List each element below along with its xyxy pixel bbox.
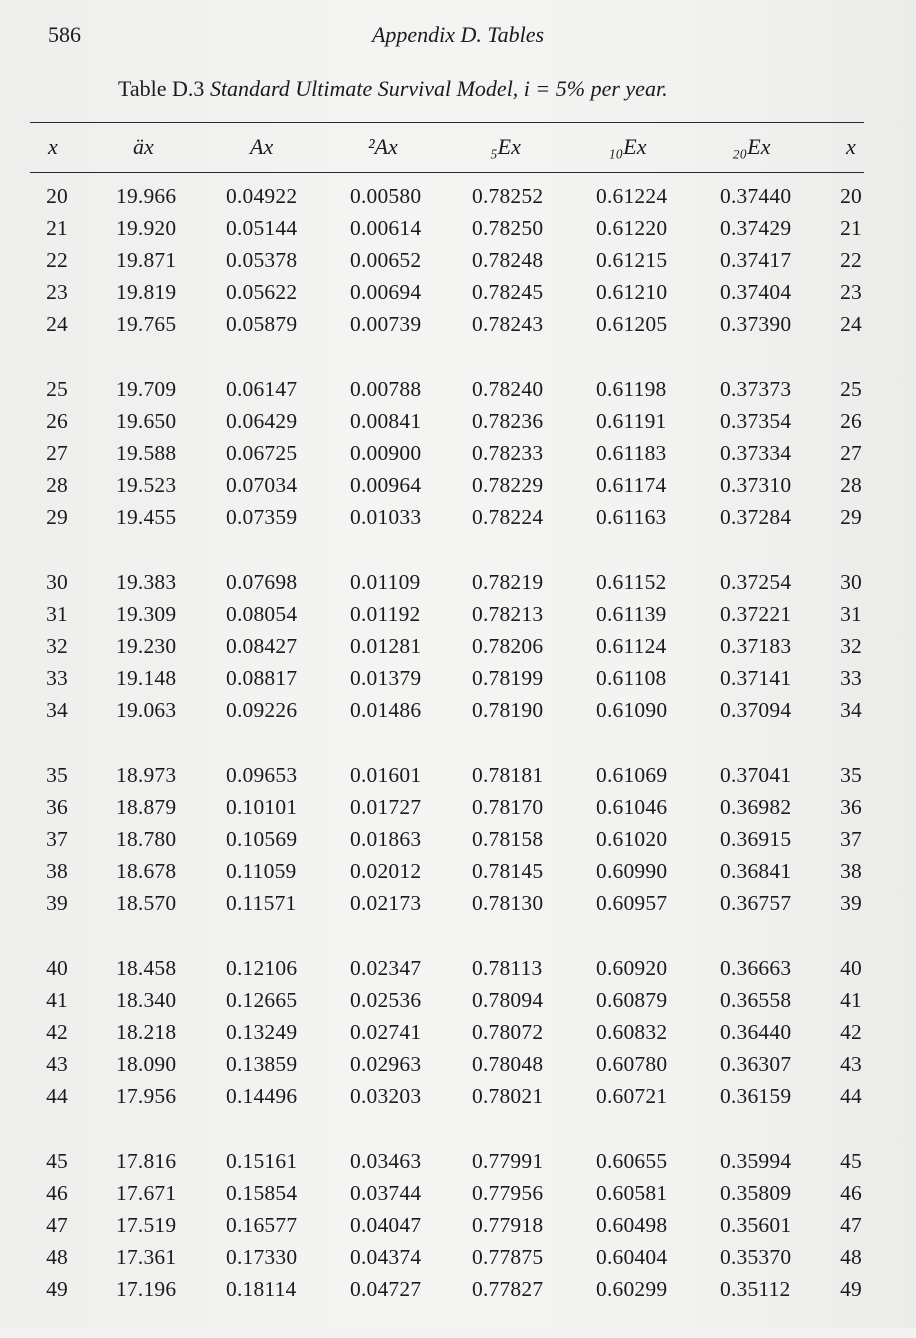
cell-second-moment: 0.02012 bbox=[350, 859, 422, 883]
cell-insurance: 0.06147 bbox=[226, 377, 298, 401]
table-row bbox=[0, 437, 916, 469]
cell-annuity: 17.956 bbox=[116, 1084, 177, 1108]
cell-insurance: 0.06725 bbox=[226, 441, 298, 465]
table-row bbox=[0, 1273, 916, 1305]
cell-age: 41 bbox=[46, 988, 68, 1012]
cell-second-moment: 0.02741 bbox=[350, 1020, 422, 1044]
cell-age: 49 bbox=[46, 1277, 68, 1301]
cell-insurance: 0.08054 bbox=[226, 602, 298, 626]
cell-annuity: 18.458 bbox=[116, 956, 177, 980]
cell-pure-endowment-5: 0.77827 bbox=[472, 1277, 544, 1301]
cell-pure-endowment-5: 0.77956 bbox=[472, 1181, 544, 1205]
cell-annuity: 18.090 bbox=[116, 1052, 177, 1076]
top-rule bbox=[30, 122, 864, 123]
table-row bbox=[0, 566, 916, 598]
cell-insurance: 0.09653 bbox=[226, 763, 298, 787]
cell-second-moment: 0.00739 bbox=[350, 312, 422, 336]
cell-age-right: 34 bbox=[840, 698, 862, 722]
table-row bbox=[0, 405, 916, 437]
header-x-right: x bbox=[846, 134, 856, 159]
cell-pure-endowment-10: 0.61183 bbox=[596, 441, 667, 465]
cell-insurance: 0.05879 bbox=[226, 312, 298, 336]
cell-annuity: 19.966 bbox=[116, 184, 177, 208]
cell-second-moment: 0.00900 bbox=[350, 441, 422, 465]
cell-pure-endowment-10: 0.61069 bbox=[596, 763, 668, 787]
cell-age-right: 25 bbox=[840, 377, 862, 401]
cell-pure-endowment-20: 0.36440 bbox=[720, 1020, 792, 1044]
row-group bbox=[0, 373, 916, 533]
cell-annuity: 18.218 bbox=[116, 1020, 177, 1044]
cell-insurance: 0.15161 bbox=[226, 1149, 298, 1173]
cell-age: 35 bbox=[46, 763, 68, 787]
cell-pure-endowment-5: 0.77875 bbox=[472, 1245, 544, 1269]
cell-pure-endowment-5: 0.78224 bbox=[472, 505, 544, 529]
table-label: Table D.3 bbox=[118, 76, 205, 101]
cell-insurance: 0.15854 bbox=[226, 1181, 298, 1205]
cell-second-moment: 0.00580 bbox=[350, 184, 422, 208]
cell-second-moment: 0.01379 bbox=[350, 666, 422, 690]
cell-pure-endowment-5: 0.78190 bbox=[472, 698, 544, 722]
cell-pure-endowment-5: 0.78248 bbox=[472, 248, 544, 272]
cell-pure-endowment-10: 0.60879 bbox=[596, 988, 668, 1012]
table-row bbox=[0, 1080, 916, 1112]
cell-insurance: 0.14496 bbox=[226, 1084, 298, 1108]
cell-annuity: 17.671 bbox=[116, 1181, 177, 1205]
cell-pure-endowment-5: 0.78181 bbox=[472, 763, 544, 787]
cell-second-moment: 0.04047 bbox=[350, 1213, 422, 1237]
table-row bbox=[0, 308, 916, 340]
cell-second-moment: 0.02963 bbox=[350, 1052, 422, 1076]
cell-pure-endowment-10: 0.61020 bbox=[596, 827, 668, 851]
cell-age: 39 bbox=[46, 891, 68, 915]
cell-age: 24 bbox=[46, 312, 68, 336]
cell-age-right: 30 bbox=[840, 570, 862, 594]
cell-age: 23 bbox=[46, 280, 68, 304]
cell-insurance: 0.10569 bbox=[226, 827, 298, 851]
cell-age-right: 45 bbox=[840, 1149, 862, 1173]
table-row bbox=[0, 984, 916, 1016]
cell-annuity: 19.920 bbox=[116, 216, 177, 240]
cell-annuity: 17.196 bbox=[116, 1277, 177, 1301]
page-number: 586 bbox=[48, 22, 81, 47]
cell-pure-endowment-10: 0.61090 bbox=[596, 698, 668, 722]
cell-age-right: 36 bbox=[840, 795, 862, 819]
cell-pure-endowment-5: 0.78252 bbox=[472, 184, 544, 208]
table-row bbox=[0, 212, 916, 244]
cell-age: 36 bbox=[46, 795, 68, 819]
table-body bbox=[0, 180, 916, 1338]
cell-pure-endowment-10: 0.61224 bbox=[596, 184, 668, 208]
cell-pure-endowment-10: 0.61152 bbox=[596, 570, 667, 594]
cell-pure-endowment-10: 0.61191 bbox=[596, 409, 667, 433]
cell-annuity: 19.148 bbox=[116, 666, 177, 690]
cell-insurance: 0.05622 bbox=[226, 280, 298, 304]
cell-pure-endowment-5: 0.78213 bbox=[472, 602, 544, 626]
cell-pure-endowment-10: 0.61139 bbox=[596, 602, 667, 626]
cell-annuity: 17.816 bbox=[116, 1149, 177, 1173]
cell-pure-endowment-20: 0.35112 bbox=[720, 1277, 791, 1301]
cell-pure-endowment-20: 0.37284 bbox=[720, 505, 792, 529]
cell-age-right: 41 bbox=[840, 988, 862, 1012]
table-row bbox=[0, 887, 916, 919]
table-row bbox=[0, 1145, 916, 1177]
cell-second-moment: 0.03463 bbox=[350, 1149, 422, 1173]
cell-pure-endowment-20: 0.36558 bbox=[720, 988, 792, 1012]
cell-annuity: 19.383 bbox=[116, 570, 177, 594]
cell-age-right: 26 bbox=[840, 409, 862, 433]
cell-second-moment: 0.02173 bbox=[350, 891, 422, 915]
table-row bbox=[0, 469, 916, 501]
cell-second-moment: 0.00694 bbox=[350, 280, 422, 304]
cell-age-right: 29 bbox=[840, 505, 862, 529]
row-group bbox=[0, 1145, 916, 1305]
cell-second-moment: 0.01109 bbox=[350, 570, 421, 594]
cell-second-moment: 0.01727 bbox=[350, 795, 422, 819]
header-annuity: äx bbox=[133, 134, 154, 159]
cell-second-moment: 0.00652 bbox=[350, 248, 422, 272]
cell-insurance: 0.10101 bbox=[226, 795, 298, 819]
cell-age-right: 24 bbox=[840, 312, 862, 336]
cell-pure-endowment-20: 0.37221 bbox=[720, 602, 792, 626]
cell-pure-endowment-5: 0.78236 bbox=[472, 409, 544, 433]
table-row bbox=[0, 1048, 916, 1080]
cell-second-moment: 0.00788 bbox=[350, 377, 422, 401]
cell-age: 45 bbox=[46, 1149, 68, 1173]
table-row bbox=[0, 823, 916, 855]
cell-annuity: 19.871 bbox=[116, 248, 177, 272]
cell-age: 31 bbox=[46, 602, 68, 626]
cell-pure-endowment-20: 0.35809 bbox=[720, 1181, 792, 1205]
row-group bbox=[0, 952, 916, 1112]
cell-age: 32 bbox=[46, 634, 68, 658]
cell-insurance: 0.04922 bbox=[226, 184, 298, 208]
table-row bbox=[0, 630, 916, 662]
cell-pure-endowment-20: 0.36841 bbox=[720, 859, 792, 883]
cell-second-moment: 0.04374 bbox=[350, 1245, 422, 1269]
table-row bbox=[0, 276, 916, 308]
cell-age: 38 bbox=[46, 859, 68, 883]
cell-pure-endowment-5: 0.78243 bbox=[472, 312, 544, 336]
header-A: Ax bbox=[250, 134, 274, 159]
cell-pure-endowment-20: 0.37041 bbox=[720, 763, 792, 787]
cell-pure-endowment-20: 0.36159 bbox=[720, 1084, 792, 1108]
cell-annuity: 18.340 bbox=[116, 988, 177, 1012]
cell-pure-endowment-5: 0.78206 bbox=[472, 634, 544, 658]
cell-age: 37 bbox=[46, 827, 68, 851]
table-row bbox=[0, 1209, 916, 1241]
cell-pure-endowment-5: 0.78130 bbox=[472, 891, 544, 915]
cell-annuity: 19.765 bbox=[116, 312, 177, 336]
cell-pure-endowment-5: 0.78021 bbox=[472, 1084, 544, 1108]
cell-age: 21 bbox=[46, 216, 68, 240]
cell-second-moment: 0.02536 bbox=[350, 988, 422, 1012]
cell-pure-endowment-20: 0.35994 bbox=[720, 1149, 792, 1173]
cell-pure-endowment-5: 0.78229 bbox=[472, 473, 544, 497]
cell-age-right: 28 bbox=[840, 473, 862, 497]
cell-pure-endowment-20: 0.37429 bbox=[720, 216, 792, 240]
cell-age: 47 bbox=[46, 1213, 68, 1237]
cell-pure-endowment-20: 0.37310 bbox=[720, 473, 792, 497]
cell-pure-endowment-5: 0.78170 bbox=[472, 795, 544, 819]
cell-pure-endowment-10: 0.61198 bbox=[596, 377, 667, 401]
cell-pure-endowment-20: 0.37373 bbox=[720, 377, 792, 401]
cell-age: 33 bbox=[46, 666, 68, 690]
cell-pure-endowment-20: 0.37334 bbox=[720, 441, 792, 465]
cell-pure-endowment-20: 0.36982 bbox=[720, 795, 792, 819]
cell-insurance: 0.11059 bbox=[226, 859, 297, 883]
cell-pure-endowment-10: 0.60780 bbox=[596, 1052, 668, 1076]
cell-pure-endowment-10: 0.61205 bbox=[596, 312, 668, 336]
cell-age-right: 32 bbox=[840, 634, 862, 658]
cell-age: 26 bbox=[46, 409, 68, 433]
cell-age-right: 37 bbox=[840, 827, 862, 851]
cell-insurance: 0.12665 bbox=[226, 988, 298, 1012]
cell-annuity: 19.523 bbox=[116, 473, 177, 497]
cell-second-moment: 0.04727 bbox=[350, 1277, 422, 1301]
cell-pure-endowment-5: 0.77991 bbox=[472, 1149, 544, 1173]
table-row bbox=[0, 952, 916, 984]
cell-insurance: 0.11571 bbox=[226, 891, 297, 915]
cell-pure-endowment-5: 0.78048 bbox=[472, 1052, 544, 1076]
cell-age-right: 49 bbox=[840, 1277, 862, 1301]
cell-age-right: 31 bbox=[840, 602, 862, 626]
cell-age-right: 38 bbox=[840, 859, 862, 883]
cell-annuity: 19.819 bbox=[116, 280, 177, 304]
cell-insurance: 0.09226 bbox=[226, 698, 298, 722]
cell-second-moment: 0.00614 bbox=[350, 216, 422, 240]
table-title: Standard Ultimate Survival Model, i = 5% per year. bbox=[209, 76, 668, 101]
header-x: x bbox=[48, 134, 58, 159]
cell-pure-endowment-5: 0.78158 bbox=[472, 827, 544, 851]
cell-insurance: 0.18114 bbox=[226, 1277, 297, 1301]
cell-age: 20 bbox=[46, 184, 68, 208]
cell-pure-endowment-5: 0.78245 bbox=[472, 280, 544, 304]
cell-insurance: 0.16577 bbox=[226, 1213, 298, 1237]
table-row bbox=[0, 791, 916, 823]
cell-pure-endowment-5: 0.78113 bbox=[472, 956, 543, 980]
cell-pure-endowment-20: 0.37183 bbox=[720, 634, 792, 658]
header-E5: ₅Ex bbox=[490, 134, 521, 159]
cell-insurance: 0.06429 bbox=[226, 409, 298, 433]
cell-pure-endowment-20: 0.35370 bbox=[720, 1245, 792, 1269]
cell-age-right: 27 bbox=[840, 441, 862, 465]
table-row bbox=[0, 180, 916, 212]
running-head: Appendix D. Tables bbox=[371, 22, 545, 47]
cell-age: 28 bbox=[46, 473, 68, 497]
cell-pure-endowment-5: 0.78240 bbox=[472, 377, 544, 401]
cell-age: 30 bbox=[46, 570, 68, 594]
cell-pure-endowment-5: 0.78250 bbox=[472, 216, 544, 240]
cell-age: 29 bbox=[46, 505, 68, 529]
cell-age-right: 48 bbox=[840, 1245, 862, 1269]
cell-pure-endowment-10: 0.60957 bbox=[596, 891, 668, 915]
cell-annuity: 18.570 bbox=[116, 891, 177, 915]
table-row bbox=[0, 373, 916, 405]
cell-age-right: 42 bbox=[840, 1020, 862, 1044]
table-row bbox=[0, 1016, 916, 1048]
cell-second-moment: 0.02347 bbox=[350, 956, 422, 980]
table-row bbox=[0, 662, 916, 694]
cell-pure-endowment-20: 0.37354 bbox=[720, 409, 792, 433]
cell-age-right: 21 bbox=[840, 216, 862, 240]
cell-pure-endowment-10: 0.60498 bbox=[596, 1213, 668, 1237]
cell-second-moment: 0.01486 bbox=[350, 698, 422, 722]
cell-age-right: 47 bbox=[840, 1213, 862, 1237]
cell-second-moment: 0.01281 bbox=[350, 634, 422, 658]
cell-age: 25 bbox=[46, 377, 68, 401]
table-row bbox=[0, 855, 916, 887]
cell-pure-endowment-20: 0.37404 bbox=[720, 280, 792, 304]
cell-age: 22 bbox=[46, 248, 68, 272]
cell-pure-endowment-5: 0.78233 bbox=[472, 441, 544, 465]
cell-annuity: 18.780 bbox=[116, 827, 177, 851]
cell-pure-endowment-10: 0.60404 bbox=[596, 1245, 668, 1269]
cell-age: 44 bbox=[46, 1084, 68, 1108]
cell-age-right: 33 bbox=[840, 666, 862, 690]
cell-annuity: 19.650 bbox=[116, 409, 177, 433]
cell-pure-endowment-10: 0.60832 bbox=[596, 1020, 668, 1044]
cell-age-right: 46 bbox=[840, 1181, 862, 1205]
cell-age: 27 bbox=[46, 441, 68, 465]
cell-second-moment: 0.01033 bbox=[350, 505, 422, 529]
cell-pure-endowment-10: 0.60655 bbox=[596, 1149, 668, 1173]
cell-pure-endowment-5: 0.78094 bbox=[472, 988, 544, 1012]
cell-age-right: 44 bbox=[840, 1084, 862, 1108]
cell-pure-endowment-10: 0.61174 bbox=[596, 473, 667, 497]
cell-annuity: 19.588 bbox=[116, 441, 177, 465]
cell-pure-endowment-20: 0.36663 bbox=[720, 956, 792, 980]
cell-pure-endowment-20: 0.37440 bbox=[720, 184, 792, 208]
cell-pure-endowment-10: 0.60581 bbox=[596, 1181, 668, 1205]
row-group bbox=[0, 180, 916, 340]
cell-pure-endowment-10: 0.61163 bbox=[596, 505, 667, 529]
cell-second-moment: 0.00841 bbox=[350, 409, 422, 433]
cell-pure-endowment-10: 0.61108 bbox=[596, 666, 667, 690]
cell-annuity: 18.678 bbox=[116, 859, 177, 883]
cell-age-right: 20 bbox=[840, 184, 862, 208]
cell-pure-endowment-10: 0.61215 bbox=[596, 248, 668, 272]
cell-insurance: 0.12106 bbox=[226, 956, 298, 980]
cell-annuity: 18.879 bbox=[116, 795, 177, 819]
cell-age: 40 bbox=[46, 956, 68, 980]
cell-annuity: 19.230 bbox=[116, 634, 177, 658]
cell-age-right: 35 bbox=[840, 763, 862, 787]
cell-pure-endowment-10: 0.61220 bbox=[596, 216, 668, 240]
cell-insurance: 0.08817 bbox=[226, 666, 298, 690]
cell-pure-endowment-20: 0.37254 bbox=[720, 570, 792, 594]
cell-age-right: 22 bbox=[840, 248, 862, 272]
row-group bbox=[0, 566, 916, 726]
cell-age: 34 bbox=[46, 698, 68, 722]
cell-pure-endowment-10: 0.61124 bbox=[596, 634, 667, 658]
cell-insurance: 0.13249 bbox=[226, 1020, 298, 1044]
cell-pure-endowment-5: 0.78219 bbox=[472, 570, 544, 594]
cell-age: 43 bbox=[46, 1052, 68, 1076]
header-E10: ₁₀Ex bbox=[608, 134, 647, 159]
cell-pure-endowment-5: 0.78199 bbox=[472, 666, 544, 690]
cell-pure-endowment-5: 0.77918 bbox=[472, 1213, 544, 1237]
cell-annuity: 19.709 bbox=[116, 377, 177, 401]
cell-pure-endowment-10: 0.60299 bbox=[596, 1277, 668, 1301]
cell-second-moment: 0.01863 bbox=[350, 827, 422, 851]
cell-insurance: 0.13859 bbox=[226, 1052, 298, 1076]
table-row bbox=[0, 1177, 916, 1209]
table-row bbox=[0, 501, 916, 533]
cell-insurance: 0.07698 bbox=[226, 570, 298, 594]
cell-age: 42 bbox=[46, 1020, 68, 1044]
row-group bbox=[0, 759, 916, 919]
cell-pure-endowment-5: 0.78145 bbox=[472, 859, 544, 883]
header-E20: ₂₀Ex bbox=[732, 134, 771, 159]
cell-annuity: 18.973 bbox=[116, 763, 177, 787]
cell-second-moment: 0.03203 bbox=[350, 1084, 422, 1108]
cell-pure-endowment-10: 0.60721 bbox=[596, 1084, 668, 1108]
cell-annuity: 19.063 bbox=[116, 698, 177, 722]
cell-pure-endowment-10: 0.60990 bbox=[596, 859, 668, 883]
cell-insurance: 0.05378 bbox=[226, 248, 298, 272]
cell-insurance: 0.05144 bbox=[226, 216, 298, 240]
cell-pure-endowment-20: 0.37094 bbox=[720, 698, 792, 722]
cell-age-right: 40 bbox=[840, 956, 862, 980]
cell-annuity: 19.309 bbox=[116, 602, 177, 626]
table-row bbox=[0, 694, 916, 726]
cell-age-right: 23 bbox=[840, 280, 862, 304]
table-row bbox=[0, 598, 916, 630]
cell-pure-endowment-20: 0.37390 bbox=[720, 312, 792, 336]
cell-age-right: 39 bbox=[840, 891, 862, 915]
table-row bbox=[0, 759, 916, 791]
cell-second-moment: 0.03744 bbox=[350, 1181, 422, 1205]
cell-pure-endowment-20: 0.36757 bbox=[720, 891, 792, 915]
cell-pure-endowment-20: 0.36307 bbox=[720, 1052, 792, 1076]
cell-insurance: 0.17330 bbox=[226, 1245, 298, 1269]
header-rule bbox=[30, 172, 864, 173]
table-row bbox=[0, 244, 916, 276]
table-caption bbox=[118, 76, 668, 102]
cell-pure-endowment-20: 0.37141 bbox=[720, 666, 792, 690]
cell-insurance: 0.07359 bbox=[226, 505, 298, 529]
cell-age-right: 43 bbox=[840, 1052, 862, 1076]
table-row bbox=[0, 1241, 916, 1273]
cell-pure-endowment-5: 0.78072 bbox=[472, 1020, 544, 1044]
cell-second-moment: 0.01601 bbox=[350, 763, 422, 787]
cell-age: 46 bbox=[46, 1181, 68, 1205]
header-A2: ²Ax bbox=[368, 134, 398, 159]
cell-second-moment: 0.00964 bbox=[350, 473, 422, 497]
cell-pure-endowment-10: 0.61210 bbox=[596, 280, 668, 304]
cell-pure-endowment-20: 0.35601 bbox=[720, 1213, 792, 1237]
cell-annuity: 17.519 bbox=[116, 1213, 177, 1237]
cell-insurance: 0.07034 bbox=[226, 473, 298, 497]
cell-annuity: 17.361 bbox=[116, 1245, 177, 1269]
cell-pure-endowment-10: 0.61046 bbox=[596, 795, 668, 819]
cell-pure-endowment-20: 0.36915 bbox=[720, 827, 792, 851]
cell-pure-endowment-20: 0.37417 bbox=[720, 248, 792, 272]
cell-insurance: 0.08427 bbox=[226, 634, 298, 658]
cell-age: 48 bbox=[46, 1245, 68, 1269]
cell-annuity: 19.455 bbox=[116, 505, 177, 529]
cell-pure-endowment-10: 0.60920 bbox=[596, 956, 668, 980]
cell-second-moment: 0.01192 bbox=[350, 602, 421, 626]
